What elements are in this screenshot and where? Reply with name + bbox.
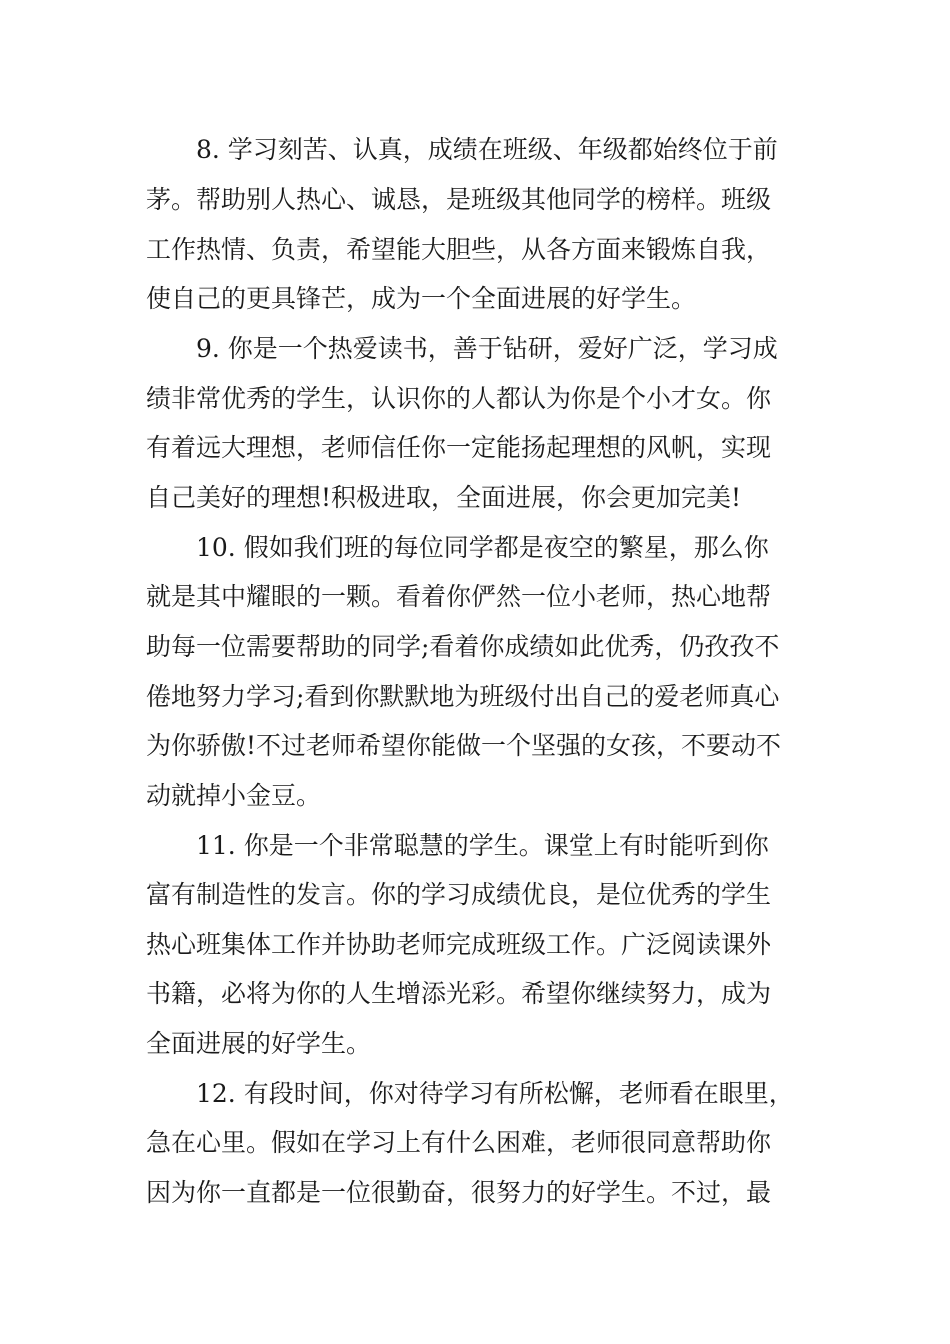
paragraph-11-line-1: 11. 你是一个非常聪慧的学生。课堂上有时能听到你 [196,831,769,860]
paragraph-11-line-2: 富有制造性的发言。你的学习成绩优良，是位优秀的学生 [146,880,772,909]
paragraph-8-line-1: 8. 学习刻苦、认真，成绩在班级、年级都始终位于前 [196,135,778,164]
paragraph-11-line-5: 全面进展的好学生。 [146,1029,372,1058]
paragraph-9-line-1: 9. 你是一个热爱读书，善于钻研，爱好广泛，学习成 [196,334,778,363]
paragraph-8-line-2: 茅。帮助别人热心、诚恳，是班级其他同学的榜样。班级 [146,185,772,214]
paragraph-8-line-3: 工作热情、负责，希望能大胆些，从各方面来锻炼自我， [146,235,772,264]
paragraph-9-line-2: 绩非常优秀的学生，认识你的人都认为你是个小才女。你 [146,384,772,413]
paragraph-8-line-4: 使自己的更具锋芒，成为一个全面进展的好学生。 [146,284,697,313]
paragraph-11-line-3: 热心班集体工作并协助老师完成班级工作。广泛阅读课外 [146,930,772,959]
paragraph-9-line-4: 自己美好的理想!积极进取，全面进展，你会更加完美! [146,483,742,512]
paragraph-10-line-3: 助每一位需要帮助的同学;看着你成绩如此优秀，仍孜孜不 [146,632,780,661]
paragraph-10-line-6: 动就掉小金豆。 [146,781,322,810]
paragraph-10-line-4: 倦地努力学习;看到你默默地为班级付出自己的爱老师真心 [146,682,780,711]
paragraph-12-line-1: 12. 有段时间，你对待学习有所松懈，老师看在眼里， [196,1079,794,1108]
paragraph-11-line-4: 书籍，必将为你的人生增添光彩。希望你继续努力，成为 [146,979,772,1008]
paragraph-12-line-2: 急在心里。假如在学习上有什么困难，老师很同意帮助你 [146,1128,772,1157]
paragraph-9-line-3: 有着远大理想，老师信任你一定能扬起理想的风帆，实现 [146,433,772,462]
paragraph-10-line-1: 10. 假如我们班的每位同学都是夜空的繁星，那么你 [196,533,769,562]
paragraph-10-line-2: 就是其中耀眼的一颗。看着你俨然一位小老师，热心地帮 [146,582,772,611]
paragraph-10-line-5: 为你骄傲!不过老师希望你能做一个坚强的女孩，不要动不 [146,731,782,760]
paragraph-12-line-3: 因为你一直都是一位很勤奋，很努力的好学生。不过，最 [146,1178,772,1207]
